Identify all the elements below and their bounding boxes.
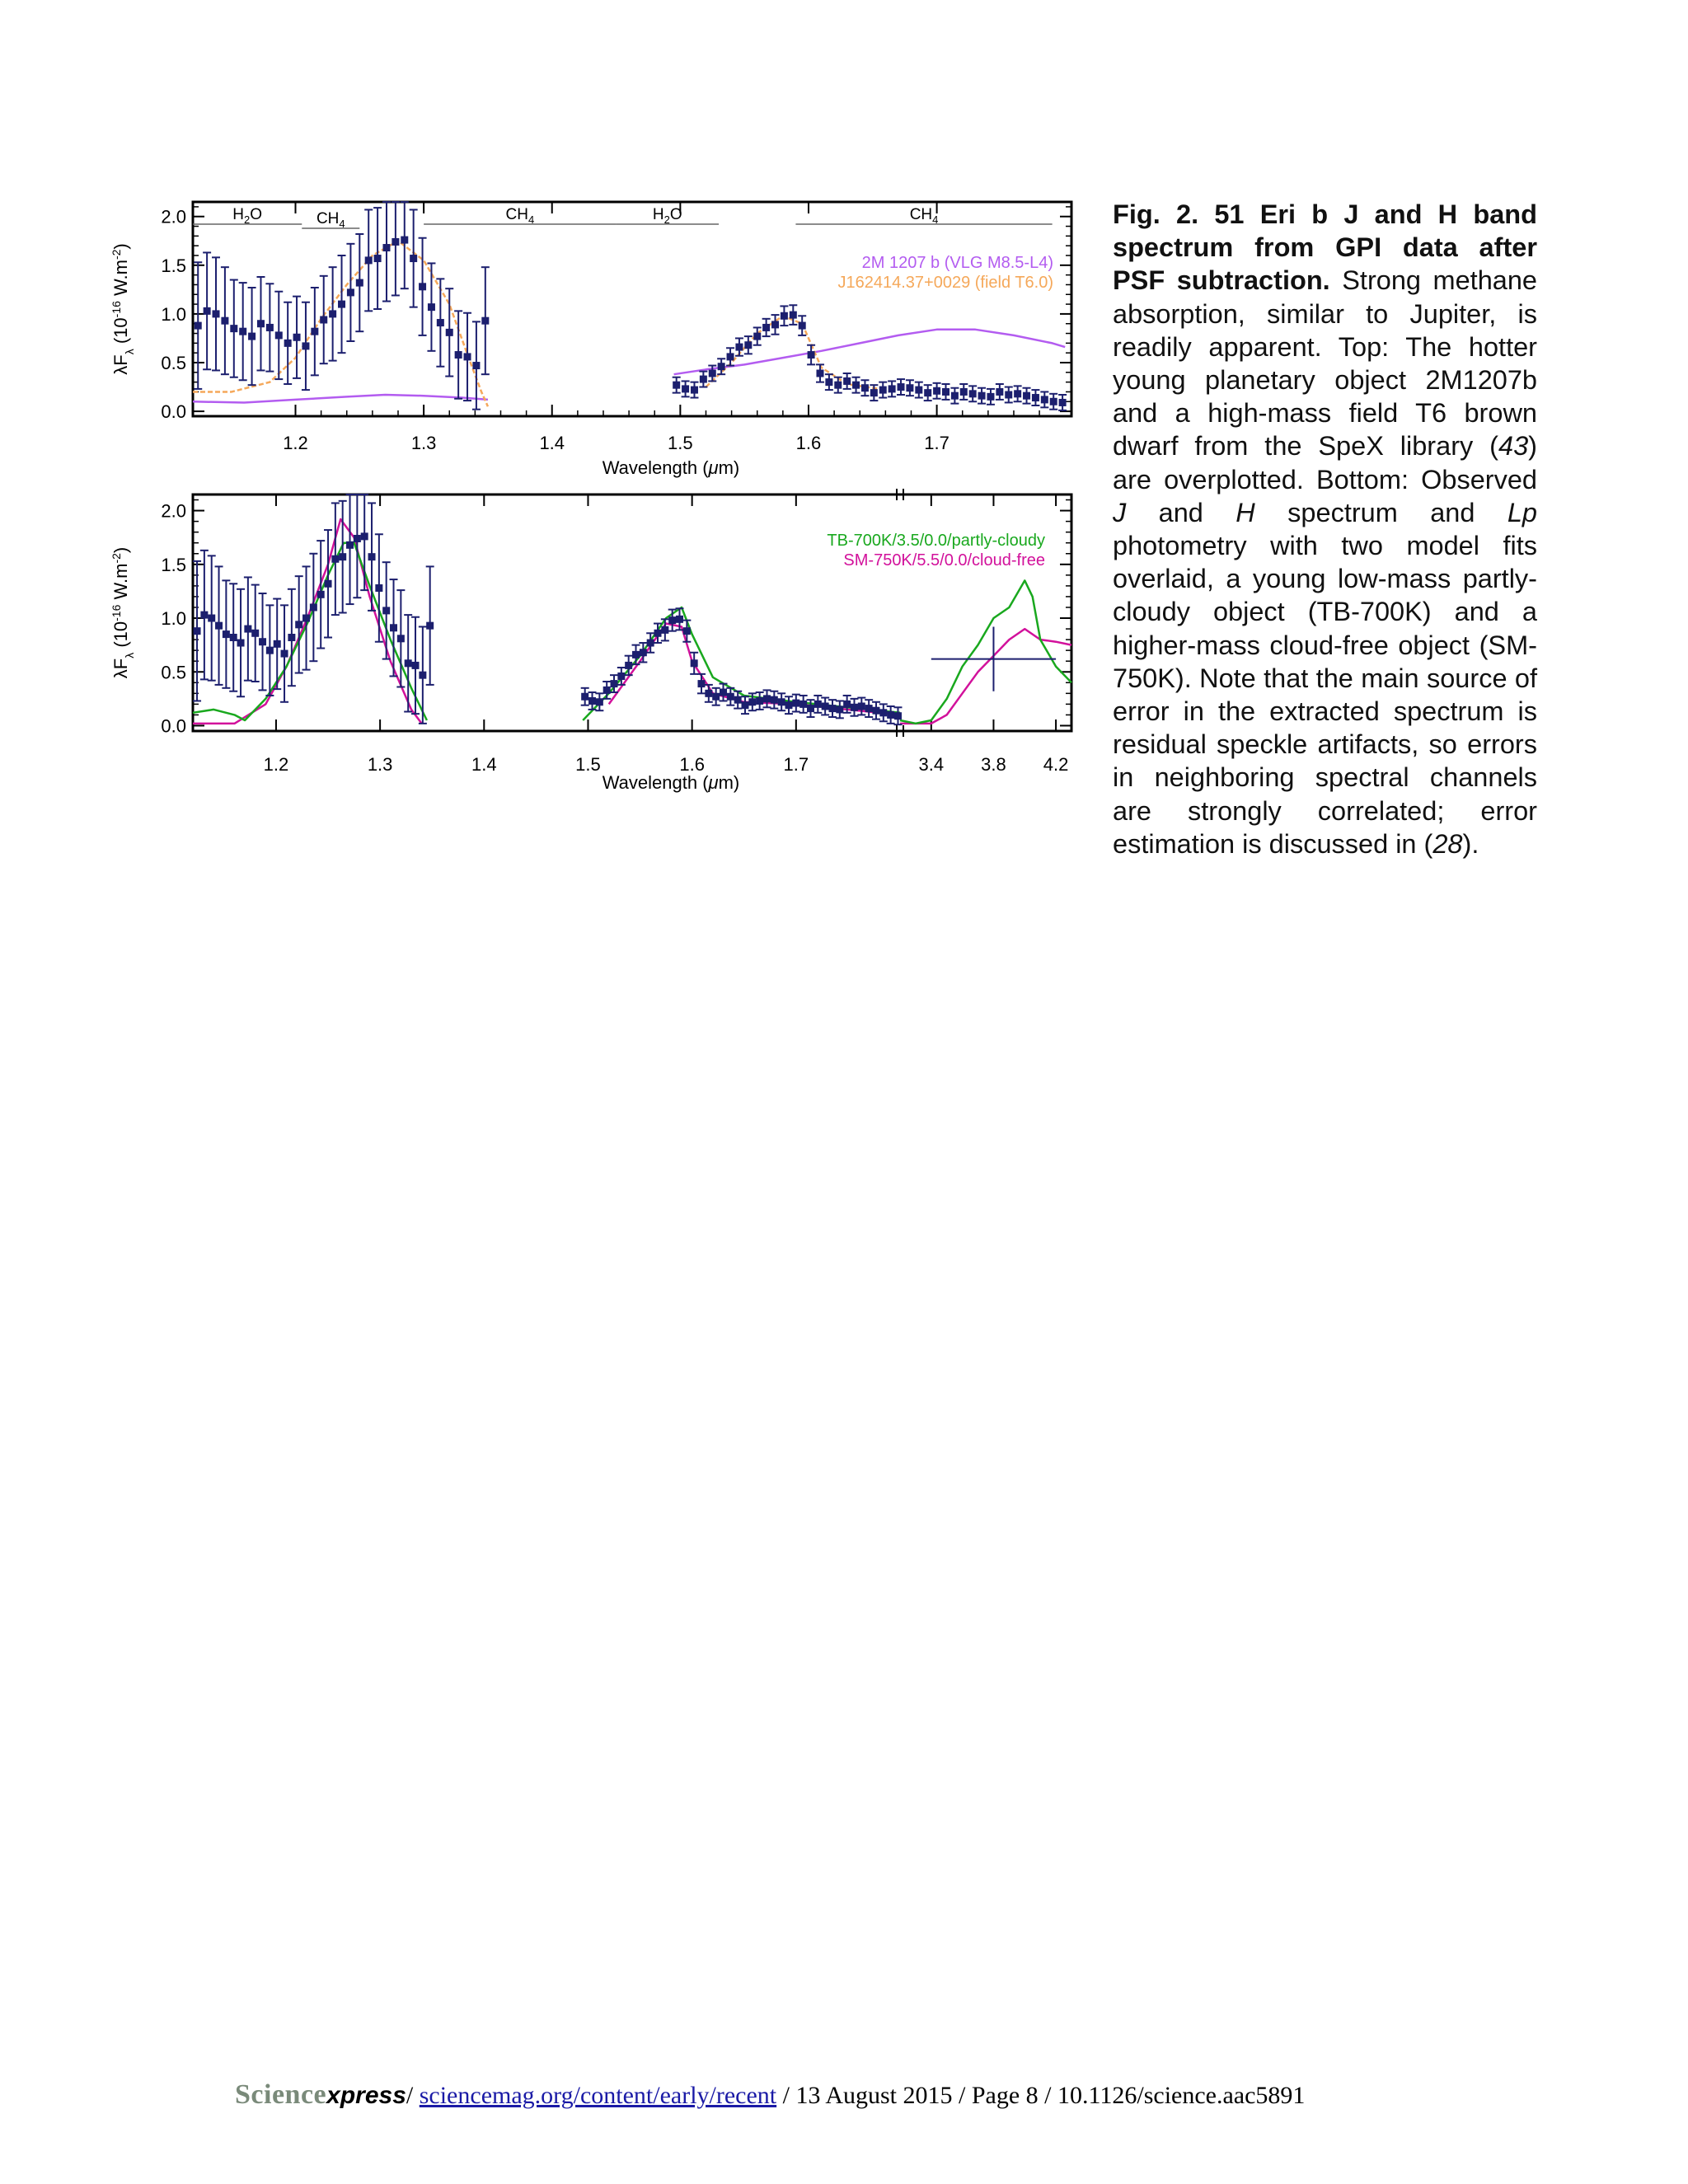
bottom-data-point [194,627,201,635]
bottom-data-point [691,659,698,667]
top-panel-xtick-label: 1.4 [539,433,565,453]
top-t6-curve [706,316,886,390]
bottom-panel-xtick-label: 3.4 [918,754,945,775]
bottom-data-point [405,659,412,667]
bottom-panel-xtick-label: 3.8 [981,754,1006,775]
page-footer [235,2079,1471,2112]
top-panel-ytick-label: 2.0 [161,206,186,227]
top-data-point [213,310,220,317]
top-data-point [293,334,301,341]
bottom-legend-tb700: TB-700K/3.5/0.0/partly-cloudy [827,532,1045,550]
bottom-data-point [887,711,894,719]
top-data-point [320,316,327,324]
top-data-point [808,351,815,359]
top-panel-ytick-label: 0.0 [161,401,186,423]
top-panel-band-label: $H_2O$ [652,206,682,226]
top-data-point [933,387,940,395]
top-data-point [718,363,725,370]
top-data-point [410,255,417,262]
bottom-data-point [426,622,434,630]
top-data-point [230,325,237,332]
bottom-sm750-curve [900,629,1071,724]
bottom-data-point [654,630,662,637]
top-data-point [987,393,994,401]
top-data-point [257,320,265,327]
caption-text-1: Strong methane absorption, similar to Jupiter, is readily apparent. Top: The hotter young planetary object 2M1207b and a high-mass field T6 brown dwarf from the SpeX library ( [1113,265,1537,462]
top-data-point [266,324,274,331]
bottom-data-point [698,680,706,687]
bottom-data-point [611,680,618,687]
top-legend-2m1207b: 2M 1207 b (VLG M8.5-L4) [861,254,1053,272]
bottom-data-point [792,700,799,707]
bottom-data-point [683,627,691,635]
top-data-point [284,340,292,347]
bottom-data-point [814,701,822,708]
bottom-panel-xtick-label: 1.7 [783,754,809,775]
bottom-data-point [712,693,720,701]
bottom-data-point [879,709,887,716]
bottom-data-point [661,626,668,634]
bottom-data-point [603,687,611,694]
top-data-point [446,329,453,336]
bottom-data-point [302,615,310,622]
top-data-point [472,362,480,369]
top-data-point [727,353,734,360]
bottom-data-point [346,541,354,549]
top-panel-xtick-label: 1.6 [795,433,822,453]
top-data-point [942,388,950,396]
top-data-point [843,377,851,385]
bottom-data-point [390,624,397,631]
bottom-data-point [200,612,208,619]
bottom-data-point [331,555,339,563]
bottom-panel-ytick-label: 1.0 [161,608,186,630]
bottom-data-point [872,707,879,715]
top-panel-xlabel: Wavelength (μm) [602,457,740,478]
top-data-point [960,388,968,396]
top-data-point [709,370,716,377]
bottom-data-point [361,532,368,540]
bottom-data-point [281,650,288,658]
top-panel-xtick-label: 1.7 [924,433,950,453]
bottom-data-point [843,701,851,708]
bottom-data-point [223,630,230,638]
bottom-data-point [266,647,274,654]
bottom-panel-xlabel: Wavelength (μm) [602,772,740,793]
bottom-data-point [259,638,266,645]
top-data-point [401,237,408,244]
bottom-data-point [734,696,742,704]
bottom-data-point [632,651,640,658]
bottom-data-point [588,697,596,705]
bottom-data-point [640,649,647,656]
top-data-point [978,392,986,400]
bottom-data-point [858,702,865,710]
top-data-point [1059,399,1067,406]
bottom-data-point [208,615,215,622]
top-data-point [799,322,806,330]
bottom-data-point [748,698,756,705]
bottom-data-point [865,705,873,712]
caption-lp: Lp [1507,497,1537,527]
top-panel-ytick-label: 1.5 [161,255,186,276]
top-data-point [481,317,489,325]
bottom-data-point [822,702,829,710]
bottom-data-point [676,616,683,623]
bottom-data-point [310,603,317,611]
top-data-point [1032,394,1039,401]
caption-ref-28: 28 [1432,828,1463,859]
top-data-point [464,353,471,360]
top-data-point [302,342,309,349]
top-data-point [744,341,752,349]
top-data-point [1041,396,1048,403]
top-data-point [834,382,842,389]
bottom-data-point [894,712,902,719]
top-data-point [735,344,743,351]
top-data-point [790,312,797,319]
top-panel-ylabel: $\lambda F_\lambda$ ($10^{-16}$ $W.m^{-2}$) [110,243,136,375]
bottom-panel-xtick-label: 1.5 [575,754,601,775]
bottom-panel-xtick-label: 1.6 [679,754,705,775]
caption-text-4: photometry with two model fits overlaid, a young low-mass partly-cloudy object (TB-700K) and a higher-mass cloud-free object (SM-750K). Note that the main source of error in the extracted spectrum is residual speckle artifacts, so errors in neighboring spectral channels are strongly correlated; error estimation is discussed in ( [1113,531,1537,859]
bottom-panel-ytick-label: 0.0 [161,715,186,737]
bottom-data-point [215,622,223,630]
bottom-data-point [368,553,376,560]
bottom-data-point [230,634,237,641]
top-data-point [762,324,770,331]
top-data-point [365,256,373,264]
top-data-point [996,388,1003,396]
top-data-point [906,384,913,391]
bottom-panel-xtick-label: 1.4 [471,754,497,775]
top-panel-band-label: $CH_4$ [909,206,939,226]
top-data-point [915,387,922,394]
footer-brand-science: Science [235,2079,327,2110]
bottom-data-point [720,689,727,696]
bottom-panel-ytick-label: 1.5 [161,554,186,575]
bottom-panel-xtick-label: 1.3 [367,754,393,775]
bottom-data-point [727,693,734,701]
top-data-point [1050,398,1057,405]
bottom-panel-ylabel: $\lambda F_\lambda$ ($10^{-16}$ $W.m^{-2}$) [110,546,136,679]
top-data-point [781,312,788,320]
bottom-data-point [778,698,785,705]
top-data-point [374,255,382,262]
top-panel-ytick-label: 1.0 [161,303,186,325]
top-data-point [1014,390,1021,397]
top-panel-xtick-label: 1.2 [283,433,308,453]
top-data-point [338,301,345,308]
top-panel-xtick-label: 1.5 [668,433,693,453]
bottom-data-point [647,640,654,647]
top-data-point [898,383,905,391]
bottom-panel-ytick-label: 0.5 [161,662,186,683]
top-data-point [204,307,211,315]
bottom-data-point [375,584,382,592]
bottom-data-point [274,640,281,648]
bottom-panel-ytick-label: 2.0 [161,500,186,522]
bottom-data-point [617,673,625,680]
bottom-data-point [251,630,259,637]
bottom-data-point [756,697,763,705]
bottom-data-point [288,634,295,641]
caption-text-5: ). [1462,828,1479,859]
footer-brand-xpress: xpress [326,2082,406,2109]
bottom-data-point [705,690,712,697]
top-data-point [924,389,931,396]
top-data-point [753,333,761,340]
caption-title: Fig. 2. 51 Eri b J and H band spectrum from GPI data after PSF subtraction. [1113,199,1537,296]
top-data-point [700,376,707,383]
bottom-data-point [836,705,843,713]
top-data-point [951,392,959,400]
top-data-point [275,331,283,339]
bottom-data-point [668,616,676,624]
top-2m1207b-curve [674,330,1066,374]
bottom-data-point [581,693,588,701]
bottom-data-point [317,591,325,598]
top-data-point [437,319,444,326]
top-panel-band-label: $CH_4$ [505,206,535,226]
bottom-data-point [596,698,603,705]
top-data-point [311,328,318,335]
figure-2 [107,190,1080,816]
bottom-data-point [419,672,426,679]
top-data-point [870,389,878,396]
bottom-panel-xtick-label: 1.2 [263,754,289,775]
top-panel-ytick-label: 0.5 [161,353,186,373]
top-data-point [771,321,779,328]
top-2m1207b-curve [193,395,488,403]
bottom-data-point [237,640,245,647]
caption-and: and [1126,497,1236,527]
top-legend-t6: J162414.37+0029 (field T6.0) [837,274,1053,292]
bottom-data-point [625,662,632,669]
top-data-point [248,333,256,340]
top-data-point [1005,391,1012,399]
bottom-data-point [851,704,858,711]
top-panel-frame [193,202,1071,416]
top-panel-band-label: $CH_4$ [316,210,345,230]
top-data-point [861,384,869,391]
top-data-point [879,387,887,394]
bottom-data-point [771,696,778,704]
caption-ref-43: 43 [1498,431,1529,462]
bottom-data-point [339,553,346,560]
bottom-data-point [325,580,332,588]
figure-svg [107,190,1080,816]
top-data-point [691,387,698,394]
caption-text-3: spectrum and [1254,497,1507,527]
caption-h: H [1236,497,1255,527]
top-panel-band-label: $H_2O$ [232,206,263,226]
top-data-point [455,351,462,359]
bottom-panel-xtick-label: 4.2 [1043,754,1069,775]
top-data-point [392,238,399,246]
top-data-point [419,283,426,290]
bottom-data-point [295,621,302,628]
bottom-data-point [828,705,836,712]
top-data-point [852,382,860,389]
figure-caption [1113,198,1537,860]
top-data-point [329,310,336,317]
footer-separator: / [406,2082,420,2109]
top-data-point [382,244,390,251]
top-data-point [356,279,363,287]
top-data-point [825,378,832,386]
bottom-data-point [382,607,390,614]
top-data-point [239,328,246,335]
bottom-data-point [741,701,748,709]
caption-text-2: ) are overplotted. Bottom: Observed [1113,431,1537,494]
top-data-point [682,385,689,392]
top-data-point [195,322,202,330]
top-data-point [428,303,435,311]
top-data-point [673,382,680,389]
top-data-point [347,288,354,296]
top-data-point [969,390,977,397]
caption-j: J [1113,497,1127,527]
bottom-tb700-curve [900,580,1071,724]
bottom-data-point [397,635,405,642]
top-data-point [889,385,896,392]
bottom-data-point [799,701,807,708]
bottom-legend-sm750: SM-750K/5.5/0.0/cloud-free [843,551,1045,569]
top-data-point [816,370,823,377]
footer-citation: / 13 August 2015 / Page 8 / 10.1126/science.aac5891 [776,2082,1306,2109]
bottom-data-point [763,695,771,702]
top-panel-xtick-label: 1.3 [410,433,437,453]
bottom-data-point [807,705,814,712]
footer-link[interactable]: sciencemag.org/content/early/recent [419,2082,777,2109]
bottom-data-point [244,626,251,633]
top-data-point [1023,392,1030,400]
bottom-data-point [412,662,420,669]
bottom-data-point [354,535,361,542]
top-data-point [221,317,228,325]
bottom-data-point [785,701,792,709]
